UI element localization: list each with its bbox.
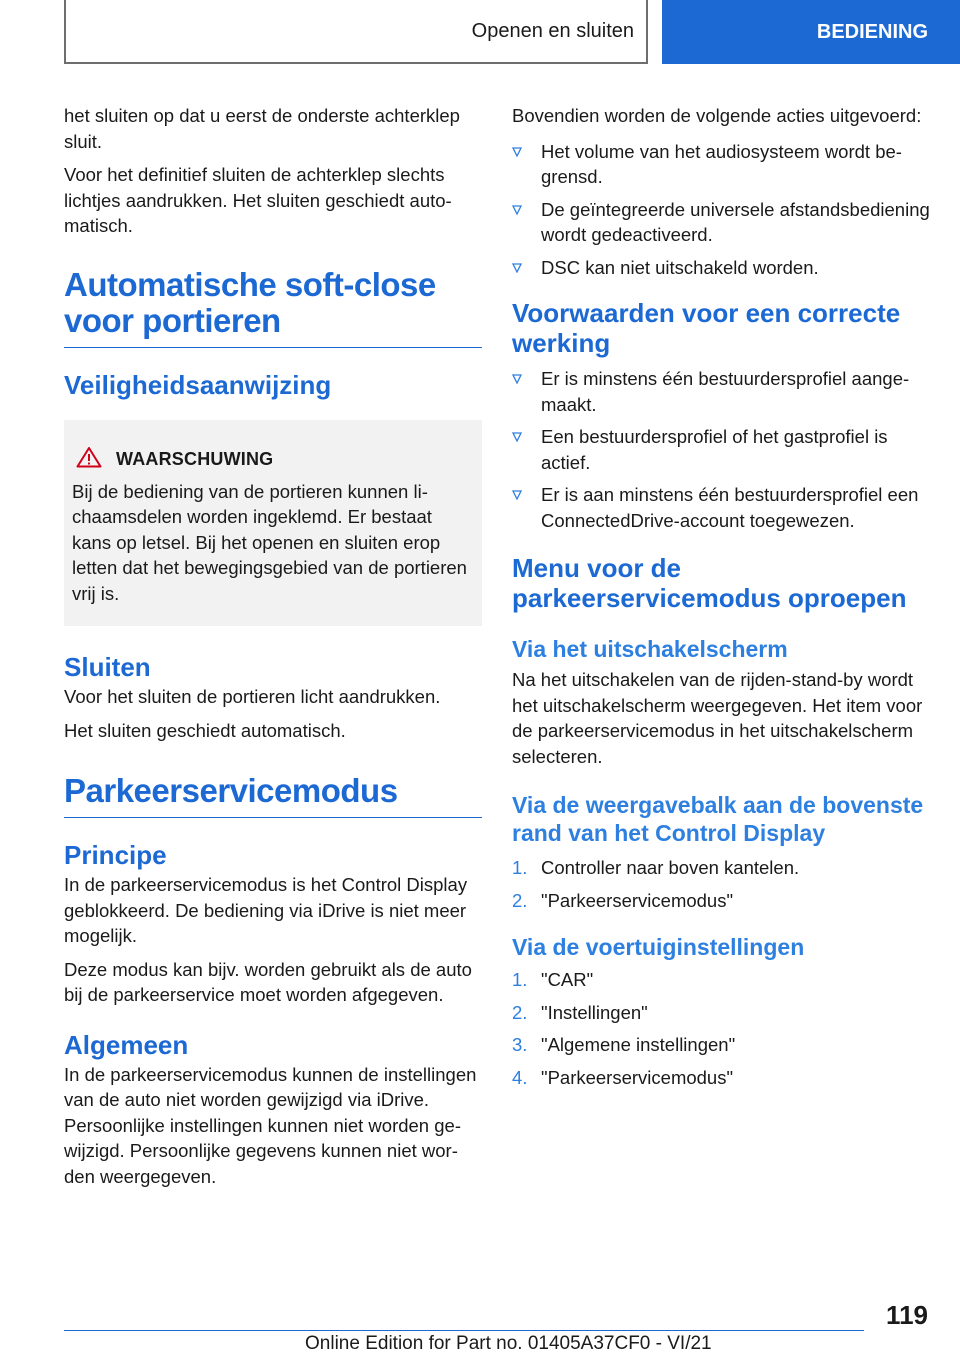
list-item — [512, 197, 932, 248]
list-item-text: Het volume van het audiosysteem wordt begrensd. — [541, 140, 902, 187]
list-item — [512, 855, 932, 881]
list-item — [512, 482, 932, 533]
header-chapter-tab — [662, 0, 960, 64]
general-paragraph: In de parkeerservicemodus kunnen de instellingen van de auto niet worden gewijzigd via iDrive. Persoonlijke instellingen kunnen niet worden gewijzigd. Persoonlijke gegevens kunnen niet worden weergegeven. — [64, 1063, 477, 1187]
triangle-bullet-icon — [512, 374, 522, 384]
warning-box — [64, 420, 482, 627]
list-item-text: DSC kan niet uitschakeld worden. — [541, 256, 819, 278]
list-item — [512, 1032, 932, 1058]
intro-paragraph-1: het sluiten op dat u eerst de onderste achterklep sluit. — [64, 105, 460, 152]
display-bar-steps — [512, 855, 932, 913]
list-item — [512, 255, 932, 281]
list-item-text: Een bestuurdersprofiel of het gastprofiel is actief. — [541, 426, 888, 473]
list-item-text: De geïntegreerde universele afstandsbediening wordt gedeactiveerd. — [541, 198, 930, 245]
heading-conditions: Voorwaarden voor een correcte werking — [512, 298, 901, 358]
triangle-bullet-icon — [512, 263, 522, 273]
heading-general: Algemeen — [64, 1029, 189, 1060]
list-item — [512, 967, 932, 993]
via-off-paragraph: Na het uitschakelen van de rijden-stand-by wordt het uitschakelscherm weergegeven. Het item voor de parkeerservicemodus in het uitschakelscherm selecteren. — [512, 669, 923, 767]
heading-via-off-screen: Via het uitschakelscherm — [512, 636, 788, 662]
step-text: "Parkeerservicemodus" — [541, 1066, 734, 1088]
actions-list — [512, 139, 932, 281]
triangle-bullet-icon — [512, 432, 522, 442]
step-text: "CAR" — [541, 969, 594, 990]
heading-menu: Menu voor de parkeerservicemodus oproepen — [512, 553, 907, 613]
heading-close: Sluiten — [64, 652, 151, 682]
vehicle-settings-steps — [512, 967, 932, 1090]
page-number: 119 — [886, 1300, 928, 1330]
header-section-tab — [64, 0, 648, 64]
triangle-bullet-icon — [512, 490, 522, 500]
step-number: 2. — [512, 889, 528, 911]
footer-divider — [64, 1330, 864, 1331]
heading-soft-close: Automatische soft-close voor portieren — [64, 267, 482, 348]
step-number: 1. — [512, 857, 528, 878]
principle-paragraph-2: Deze modus kan bijv. worden gebruikt als de auto bij de parkeerservice moet worden afgegeven. — [64, 958, 472, 1005]
heading-principle: Principe — [64, 840, 167, 870]
step-number: 1. — [512, 969, 528, 990]
step-text: "Instellingen" — [541, 1001, 648, 1023]
header-section-title: Openen en sluiten — [471, 19, 634, 42]
warning-title: WAARSCHUWING — [116, 448, 274, 469]
heading-via-display-bar: Via de weergavebalk aan de bovenste rand van het Control Display — [512, 792, 924, 846]
close-paragraph-2: Het sluiten geschiedt automatisch. — [64, 719, 346, 741]
triangle-bullet-icon — [512, 147, 522, 157]
list-item — [512, 424, 932, 475]
header-chapter-title: BEDIENING — [816, 20, 928, 43]
actions-intro: Bovendien worden de volgende acties uitgevoerd: — [512, 105, 922, 126]
step-text: "Parkeerservicemodus" — [541, 889, 734, 911]
step-number: 2. — [512, 1001, 528, 1023]
triangle-bullet-icon — [512, 205, 522, 215]
heading-via-vehicle-settings: Via de voertuiginstellingen — [512, 934, 805, 960]
list-item — [512, 1065, 932, 1091]
list-item — [512, 1000, 932, 1026]
principle-paragraph-1: In de parkeerservicemodus is het Control Display geblokkeerd. De bediening via iDrive is niet meer mogelijk. — [64, 874, 468, 946]
conditions-list — [512, 366, 932, 533]
heading-safety: Veiligheidsaanwijzing — [64, 369, 332, 400]
left-column — [64, 103, 482, 1197]
list-item-text: Er is aan minstens één bestuurdersprofiel een ConnectedDrive-account toegewezen. — [541, 484, 919, 531]
step-number: 4. — [512, 1066, 528, 1088]
step-text: Controller naar boven kantelen. — [541, 857, 800, 878]
step-number: 3. — [512, 1034, 528, 1055]
list-item — [512, 139, 932, 190]
footer-edition: Online Edition for Part no. 01405A37CF0 - VI/21 — [305, 1333, 712, 1354]
right-column — [512, 103, 932, 1097]
intro-paragraph-2: Voor het definitief sluiten de achterklep slechts lichtjes aandrukken. Het sluiten geschiedt automatisch. — [64, 164, 452, 236]
list-item — [512, 888, 932, 914]
step-text: "Algemene instellingen" — [541, 1034, 736, 1055]
list-item — [512, 366, 932, 417]
warning-text: Bij de bediening van de portieren kunnen lichaamsdelen worden ingeklemd. Er bestaat kans op letsel. Bij het openen en sluiten erop letten dat het bewegingsgebied van de portieren vrij is. — [72, 480, 467, 604]
close-paragraph-1: Voor het sluiten de portieren licht aandrukken. — [64, 686, 441, 707]
heading-parking-service: Parkeerservicemodus — [64, 773, 482, 818]
list-item-text: Er is minstens één bestuurdersprofiel aangemaakt. — [541, 368, 910, 415]
warning-triangle-icon — [76, 446, 102, 473]
